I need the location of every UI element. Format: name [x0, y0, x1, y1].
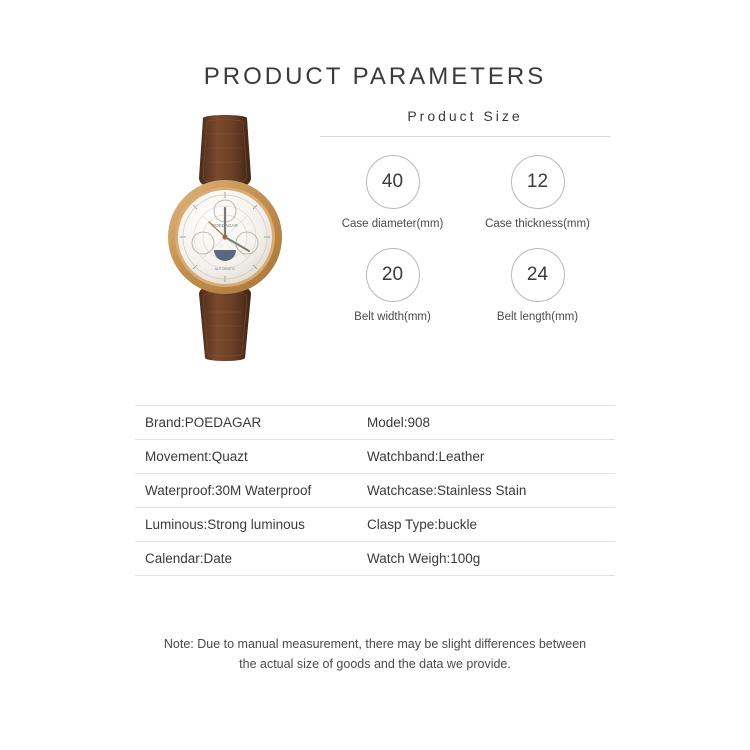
spec-cell-left: Brand:POEDAGAR [145, 415, 262, 430]
measurement-note-line-2: the actual size of goods and the data we provide. [239, 657, 511, 671]
size-value-circle: 20 [366, 248, 420, 302]
spec-cell-right: Watchband:Leather [367, 449, 485, 464]
spec-cell-left: Waterproof:30M Waterproof [145, 483, 312, 498]
size-label: Belt length(mm) [496, 311, 579, 323]
measurement-note-line-1: Note: Due to manual measurement, there may be slight differences between [163, 637, 587, 651]
svg-text:POEDAGAR: POEDAGAR [212, 223, 238, 228]
watch-illustration [155, 112, 295, 367]
size-value-circle: 24 [511, 248, 565, 302]
table-row [135, 542, 615, 576]
product-size-divider [320, 136, 610, 137]
spec-cell-left: Movement:Quazt [145, 449, 248, 464]
size-label: Belt width(mm) [354, 311, 431, 323]
spec-cell-right: Watch Weigh:100g [367, 551, 481, 566]
spec-cell-right: Clasp Type:buckle [367, 517, 478, 532]
product-size-grid [320, 155, 610, 323]
spec-cell-left: Calendar:Date [145, 551, 233, 566]
table-row [135, 474, 615, 508]
size-item-case-diameter [320, 155, 465, 230]
product-size-section [320, 108, 610, 323]
size-item-belt-width [320, 248, 465, 323]
spec-cell-right: Watchcase:Stainless Stain [367, 483, 527, 498]
page-title: PRODUCT PARAMETERS [203, 63, 547, 90]
table-row [135, 508, 615, 542]
table-row [135, 406, 615, 440]
table-row [135, 440, 615, 474]
size-label: Case thickness(mm) [485, 218, 590, 230]
size-value-circle: 40 [366, 155, 420, 209]
svg-text:AUTOMATIC: AUTOMATIC [214, 267, 236, 271]
size-item-belt-length [465, 248, 610, 323]
size-value-circle: 12 [511, 155, 565, 209]
measurement-note [0, 634, 750, 674]
specification-table [135, 405, 615, 576]
size-item-case-thickness [465, 155, 610, 230]
spec-cell-right: Model:908 [367, 415, 431, 430]
size-label: Case diameter(mm) [341, 218, 444, 230]
spec-cell-left: Luminous:Strong luminous [145, 517, 305, 532]
product-size-heading: Product Size [407, 108, 523, 124]
product-image-watch [155, 112, 295, 367]
